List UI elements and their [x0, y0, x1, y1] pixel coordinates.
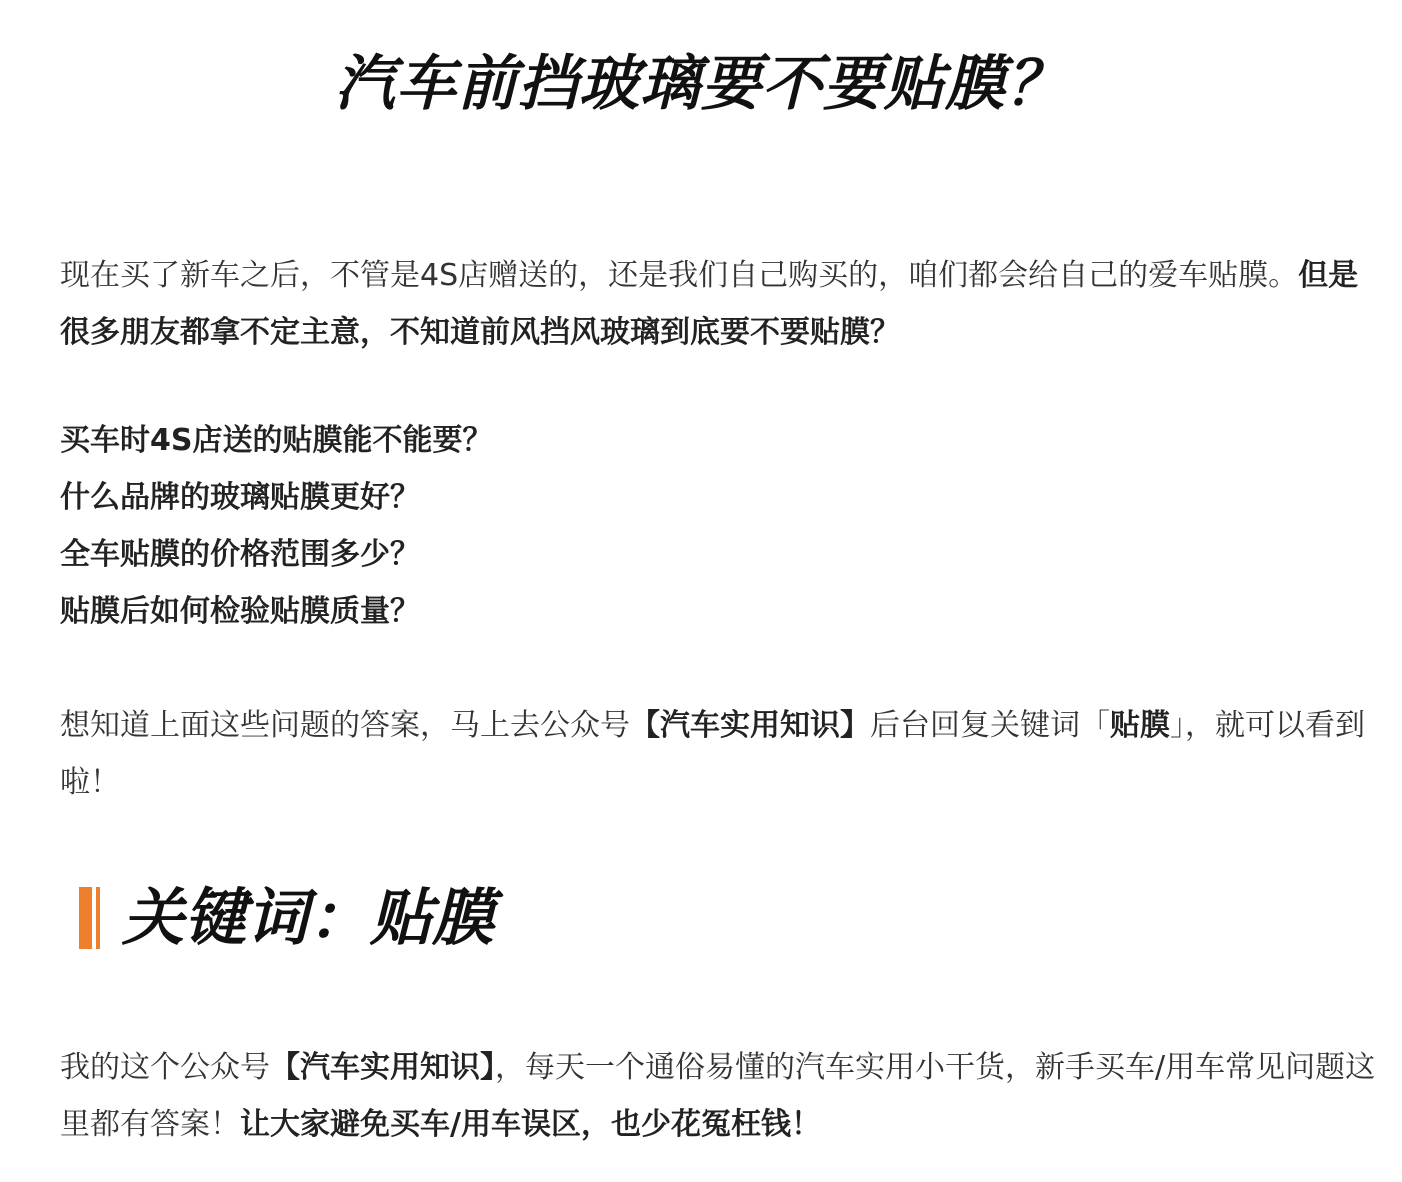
- intro-text: 现在买了新车之后，不管是4S店赠送的，还是我们自己购买的，咱们都会给自己的爱车贴膜。: [60, 258, 1299, 293]
- accent-bar: [79, 887, 92, 949]
- question-item: 贴膜后如何检验贴膜质量？: [60, 594, 420, 629]
- about-paragraph: [60, 1039, 1380, 1153]
- keyword-section-heading: [79, 880, 494, 955]
- about-bold-text: 让大家避免买车/用车误区，也少花冤枉钱！: [240, 1107, 821, 1142]
- account-name: 【汽车实用知识】: [630, 708, 870, 743]
- about-text: 我的这个公众号: [60, 1050, 270, 1085]
- question-list: [60, 412, 1380, 640]
- answer-hint-paragraph: [60, 697, 1380, 811]
- keyword-text: 贴膜: [1110, 708, 1170, 743]
- accent-bar-thin: [96, 887, 100, 949]
- account-name: 【汽车实用知识】: [270, 1050, 495, 1085]
- intro-bold-text: 但是很多朋友都拿不定主意，不知道前风挡风玻璃到底要不要贴膜？: [60, 258, 1359, 350]
- keyword-heading-text: 关键词：贴膜: [122, 881, 495, 954]
- intro-paragraph: [60, 247, 1380, 361]
- question-item: 全车贴膜的价格范围多少？: [60, 537, 420, 572]
- question-item: 买车时4S店送的贴膜能不能要？: [60, 423, 493, 458]
- answer-hint-text: 后台回复关键词「: [870, 708, 1110, 743]
- answer-hint-text: 想知道上面这些问题的答案，马上去公众号: [60, 708, 630, 743]
- article-title: 汽车前挡玻璃要不要贴膜？: [335, 49, 1067, 119]
- about-text: ，每天一个通俗易懂的汽车实用小干货，新手买车/用车常见问题这里都有答案！: [60, 1050, 1376, 1142]
- answer-hint-text: 」，就可以看到啦！: [60, 708, 1365, 800]
- question-item: 什么品牌的玻璃贴膜更好？: [60, 480, 420, 515]
